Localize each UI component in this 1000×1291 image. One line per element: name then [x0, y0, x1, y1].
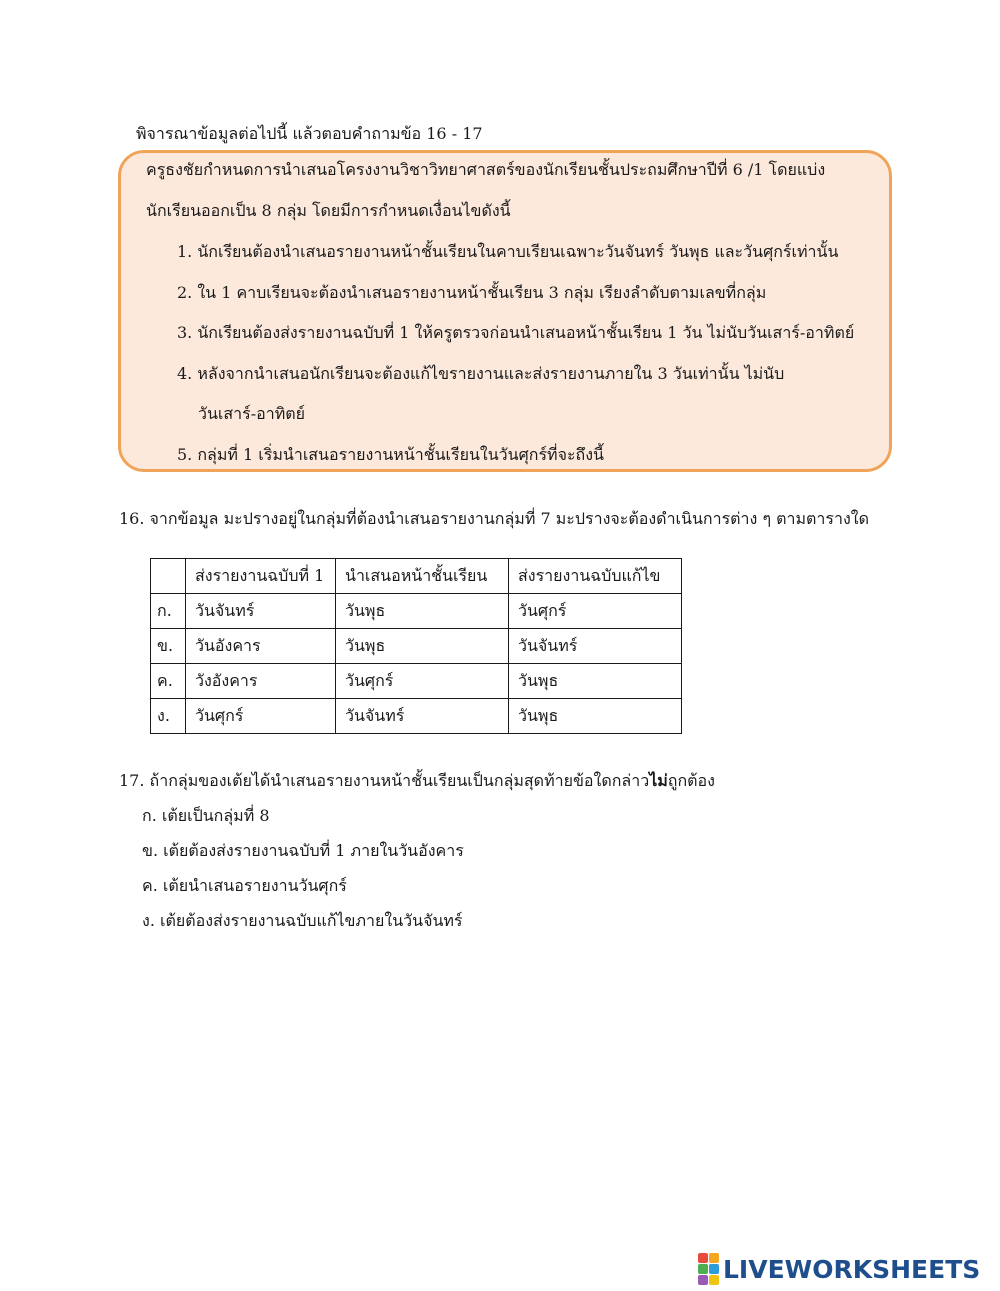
table-cell: วันพุธ: [509, 699, 682, 734]
table-cell: วังอังคาร: [186, 664, 336, 699]
table-cell: วันจันทร์: [186, 594, 336, 629]
logo-block: [698, 1253, 708, 1263]
q17-option-a: ก. เต้ยเป็นกลุ่มที่ 8: [142, 806, 270, 825]
table-row: [151, 664, 682, 699]
condition-4-continued: วันเสาร์-อาทิตย์: [198, 404, 306, 423]
box-paragraph-line-2: นักเรียนออกเป็น 8 กลุ่ม โดยมีการกำหนดเงื่อนไขดังนี้: [146, 201, 511, 220]
table-cell: วันจันทร์: [509, 629, 682, 664]
table-cell: วันจันทร์: [336, 699, 509, 734]
condition-4: 4. หลังจากนำเสนอนักเรียนจะต้องแก้ไขรายงานและส่งรายงานภายใน 3 วันเท่านั้น ไม่นับ: [177, 364, 785, 383]
table-cell: ค.: [151, 664, 186, 699]
logo-block: [698, 1264, 708, 1274]
table-cell: วันพุธ: [336, 594, 509, 629]
question-17: [119, 771, 715, 791]
q17-option-d: ง. เต้ยต้องส่งรายงานฉบับแก้ไขภายในวันจันทร์: [142, 911, 463, 930]
table-row: [151, 594, 682, 629]
table-header-cell: ส่งรายงานฉบับที่ 1: [186, 559, 336, 594]
table-header-cell: ส่งรายงานฉบับแก้ไข: [509, 559, 682, 594]
condition-5: 5. กลุ่มที่ 1 เริ่มนำเสนอรายงานหน้าชั้นเรียนในวันศุกร์ที่จะถึงนี้: [177, 445, 604, 464]
table-cell: ง.: [151, 699, 186, 734]
logo-block: [709, 1253, 719, 1263]
condition-3: 3. นักเรียนต้องส่งรายงานฉบับที่ 1 ให้ครูตรวจก่อนนำเสนอหน้าชั้นเรียน 1 วัน ไม่นับวันเสาร์-อาทิตย์: [177, 323, 855, 342]
table-cell: วันศุกร์: [336, 664, 509, 699]
table-cell: วันอังคาร: [186, 629, 336, 664]
question-17-text-end: ถูกต้อง: [667, 771, 715, 790]
condition-2: 2. ใน 1 คาบเรียนจะต้องนำเสนอรายงานหน้าชั้นเรียน 3 กลุ่ม เรียงลำดับตามเลขที่กลุ่ม: [177, 283, 767, 302]
condition-1: 1. นักเรียนต้องนำเสนอรายงานหน้าชั้นเรียนในคาบเรียนเฉพาะวันจันทร์ วันพุธ และวันศุกร์เท่านั้น: [177, 242, 839, 261]
table-row: [151, 629, 682, 664]
box-paragraph-line-1: ครูธงชัยกำหนดการนำเสนอโครงงานวิชาวิทยาศาสตร์ของนักเรียนชั้นประถมศึกษาปีที่ 6 /1 โดยแบ่ง: [146, 160, 826, 179]
table-cell: ก.: [151, 594, 186, 629]
question-17-text: 17. ถ้ากลุ่มของเต้ยได้นำเสนอรายงานหน้าชั้นเรียนเป็นกลุ่มสุดท้ายข้อใดกล่าว: [119, 771, 650, 790]
logo-blocks-icon: [698, 1253, 719, 1285]
q17-option-c: ค. เต้ยนำเสนอรายงานวันศุกร์: [142, 876, 347, 895]
liveworksheets-logo: [698, 1254, 980, 1284]
question-16: 16. จากข้อมูล มะปรางอยู่ในกลุ่มที่ต้องนำเสนอรายงานกลุ่มที่ 7 มะปรางจะต้องดำเนินการต่าง ๆ ตามตารางใด: [119, 509, 870, 528]
table-header-cell: นำเสนอหน้าชั้นเรียน: [336, 559, 509, 594]
answer-table: [150, 558, 682, 734]
table-cell: วันพุธ: [336, 629, 509, 664]
intro-text: พิจารณาข้อมูลต่อไปนี้ แล้วตอบคำถามข้อ 16 - 17: [136, 124, 483, 143]
question-17-emphasis: ไม่: [649, 771, 668, 790]
table-cell: ข.: [151, 629, 186, 664]
table-cell: วันพุธ: [509, 664, 682, 699]
table-header-cell: [151, 559, 186, 594]
q17-option-b: ข. เต้ยต้องส่งรายงานฉบับที่ 1 ภายในวันอังคาร: [142, 841, 464, 860]
table-header-row: [151, 559, 682, 594]
table-row: [151, 699, 682, 734]
table-cell: วันศุกร์: [186, 699, 336, 734]
logo-text: LIVEWORKSHEETS: [723, 1254, 981, 1284]
logo-block: [698, 1275, 708, 1285]
table-cell: วันศุกร์: [509, 594, 682, 629]
logo-block: [709, 1275, 719, 1285]
logo-block: [709, 1264, 719, 1274]
